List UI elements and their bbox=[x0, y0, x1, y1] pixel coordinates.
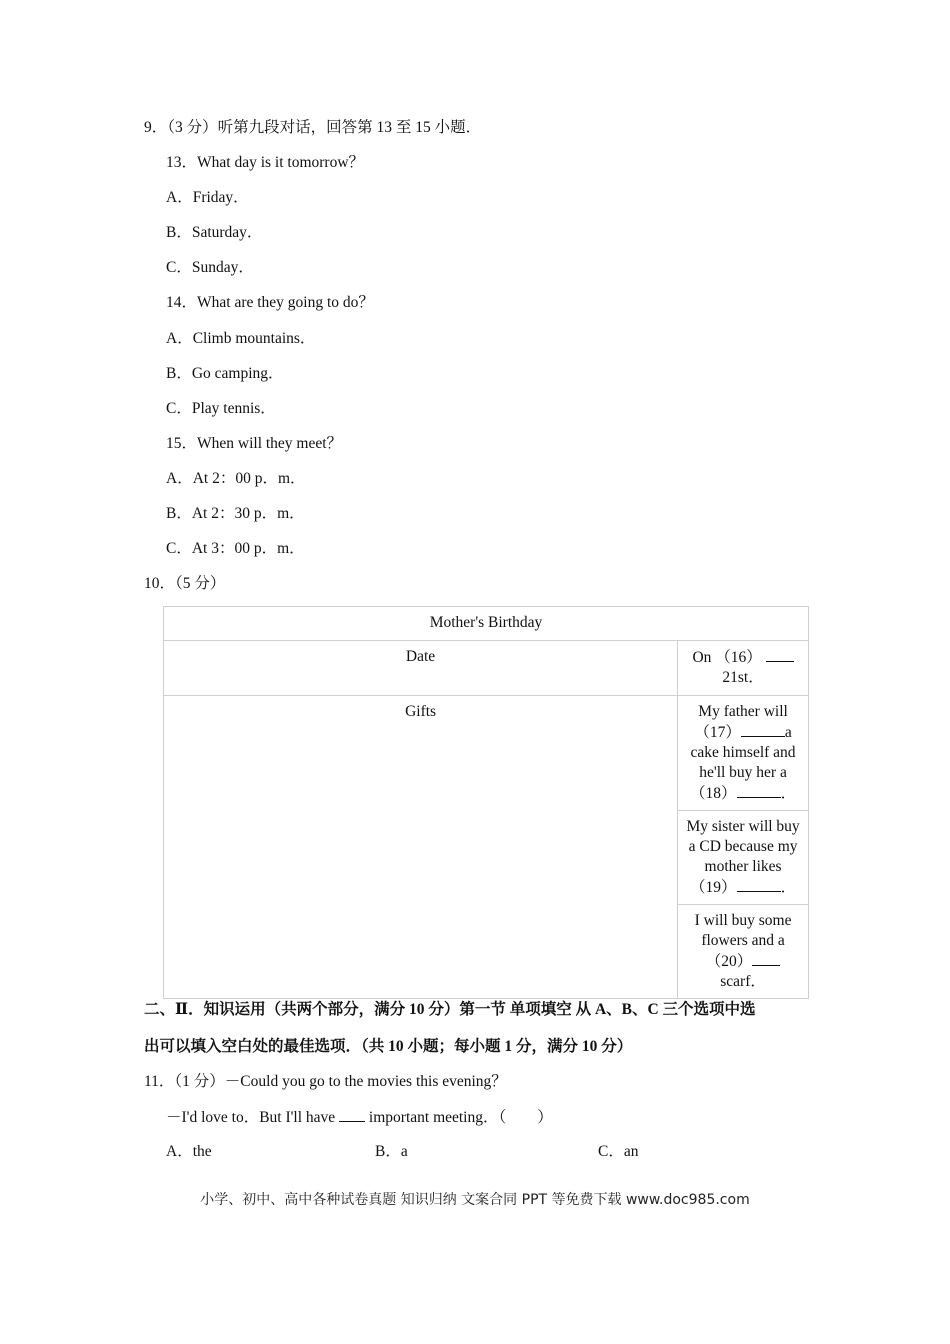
option-14-b: B．Go camping． bbox=[166, 365, 284, 382]
date-value-prefix: On （16） bbox=[692, 649, 762, 666]
section2-instructions-line2: 出可以填入空白处的最佳选项．（共 10 小题；每小题 1 分，满分 10 分） bbox=[144, 1038, 633, 1055]
gift1-period: ． bbox=[780, 785, 797, 802]
gift2-line2: a CD because my bbox=[688, 838, 798, 855]
gift-cell-father bbox=[678, 696, 809, 811]
blank-18[interactable] bbox=[737, 783, 781, 798]
option-11-a[interactable]: A．the bbox=[166, 1143, 212, 1160]
question-13: 13．What day is it tomorrow？ bbox=[166, 154, 365, 171]
question-14: 14．What are they going to do？ bbox=[166, 294, 374, 311]
option-15-c: C．At 3：00 p．m． bbox=[166, 540, 305, 557]
gift-cell-me bbox=[678, 905, 809, 999]
question-11-stem: 11．（1 分）－Could you go to the movies this evening？ bbox=[144, 1073, 507, 1090]
birthday-table bbox=[163, 606, 809, 999]
gift2-label-19: （19） bbox=[690, 879, 737, 896]
blank-19[interactable] bbox=[737, 877, 781, 892]
gift3-line4: scarf． bbox=[720, 973, 766, 990]
option-14-c: C．Play tennis． bbox=[166, 400, 276, 417]
blank-20[interactable] bbox=[752, 951, 780, 966]
footer-banner: 小学、初中、高中各种试卷真题 知识归纳 文案合同 PPT 等免费下载 www.doc985.com bbox=[200, 1192, 750, 1208]
date-cell bbox=[678, 641, 809, 696]
gifts-label: Gifts bbox=[164, 696, 678, 999]
section2-instructions-line1: 二、Ⅱ．知识运用（共两个部分，满分 10 分）第一节 单项填空 从 A、B、C 三个选项中选 bbox=[144, 1001, 756, 1018]
table-title: Mother's Birthday bbox=[164, 607, 809, 641]
gift3-line1: I will buy some bbox=[694, 912, 792, 929]
gift-cell-sister bbox=[678, 811, 809, 905]
date-label: Date bbox=[164, 641, 678, 696]
blank-16[interactable] bbox=[766, 647, 794, 662]
option-13-c: C．Sunday． bbox=[166, 259, 254, 276]
gift1-line3: cake himself and bbox=[690, 744, 796, 761]
gift2-period: ． bbox=[780, 879, 797, 896]
gift1-label-17: （17） bbox=[694, 724, 741, 741]
question-10-header: 10．（5 分） bbox=[144, 575, 226, 592]
option-13-a: A．Friday． bbox=[166, 189, 249, 206]
blank-17[interactable] bbox=[741, 722, 785, 737]
date-value-suffix: 21st． bbox=[722, 669, 764, 686]
option-11-b[interactable]: B．a bbox=[375, 1143, 408, 1160]
option-14-a: A．Climb mountains． bbox=[166, 330, 316, 347]
gift1-label-18: （18） bbox=[690, 785, 737, 802]
blank-11[interactable] bbox=[339, 1107, 365, 1122]
gift1-article: a bbox=[784, 724, 792, 741]
gift3-line2: flowers and a bbox=[701, 932, 785, 949]
question-9-header: 9．（3 分）听第九段对话，回答第 13 至 15 小题． bbox=[144, 119, 482, 136]
option-13-b: B．Saturday． bbox=[166, 224, 263, 241]
question-15: 15．When will they meet？ bbox=[166, 435, 343, 452]
option-11-c[interactable]: C．an bbox=[598, 1143, 639, 1160]
question-11-reply bbox=[166, 1107, 553, 1128]
reply-part-b: important meeting．（ ） bbox=[368, 1109, 553, 1126]
gift2-line1: My sister will buy bbox=[686, 818, 800, 835]
gift1-line4: he'll buy her a bbox=[699, 764, 787, 781]
gift2-line3: mother likes bbox=[704, 858, 782, 875]
option-15-b: B．At 2：30 p．m． bbox=[166, 505, 305, 522]
gift1-line1: My father will bbox=[698, 703, 788, 720]
reply-part-a: －I'd love to．But I'll have bbox=[166, 1109, 336, 1126]
gift3-label-20: （20） bbox=[705, 953, 753, 970]
option-15-a: A．At 2：00 p．m． bbox=[166, 470, 306, 487]
